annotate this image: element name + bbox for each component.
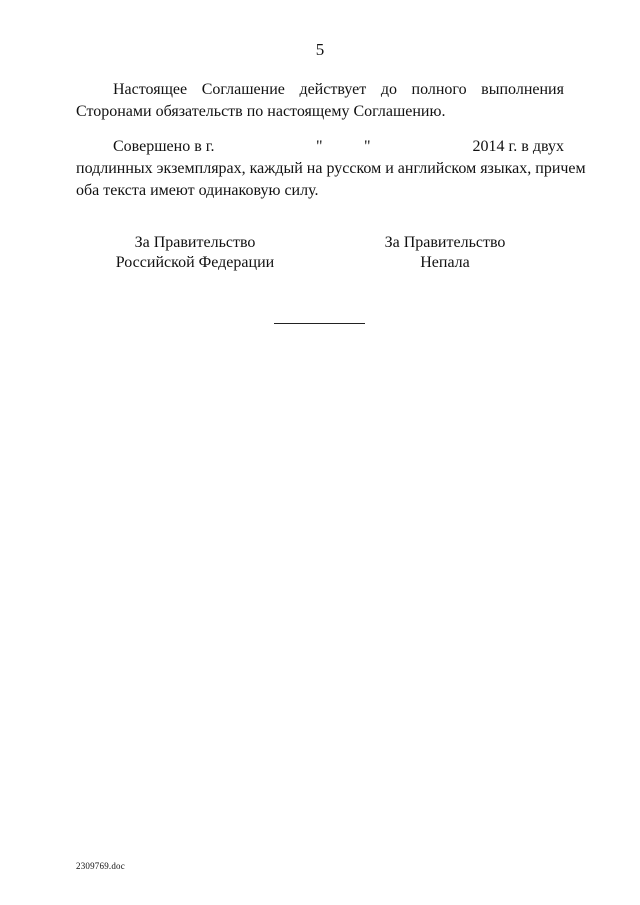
date-quote-open: " [316,138,323,155]
signature-nepal-line-2: Непала [420,254,470,271]
execution-place-label: Совершено в г. [113,138,215,155]
paragraph-execution [76,136,586,202]
signature-nepal-line-1: За Правительство [384,234,506,251]
paragraph-validity-line-1 [76,79,564,101]
execution-year: 2014 г. в двух [472,138,564,155]
file-footer: 2309769.doc [76,861,125,871]
signature-russia-line-2: Российской Федерации [115,254,275,271]
word: действует [299,81,367,98]
paragraph-execution-line-2: подлинных экземплярах, каждый на русском и английском языках, причем [76,160,586,177]
word: Настоящее [113,81,188,98]
signature-block-nepal [370,233,520,273]
word: полного [411,81,467,98]
paragraph-validity [76,79,564,123]
paragraph-validity-line-2: Сторонами обязательств по настоящему Соглашению. [76,103,446,120]
signature-block-russia [110,233,280,273]
page-number: 5 [315,40,325,59]
date-quote-close: " [364,138,371,155]
word: Соглашение [201,81,285,98]
paragraph-execution-line-3: оба текста имеют одинаковую силу. [76,182,319,199]
execution-date-line [76,136,564,158]
signature-russia-line-1: За Правительство [134,234,256,251]
word: до [380,81,397,98]
closing-divider [274,323,365,324]
word: выполнения [481,81,564,98]
